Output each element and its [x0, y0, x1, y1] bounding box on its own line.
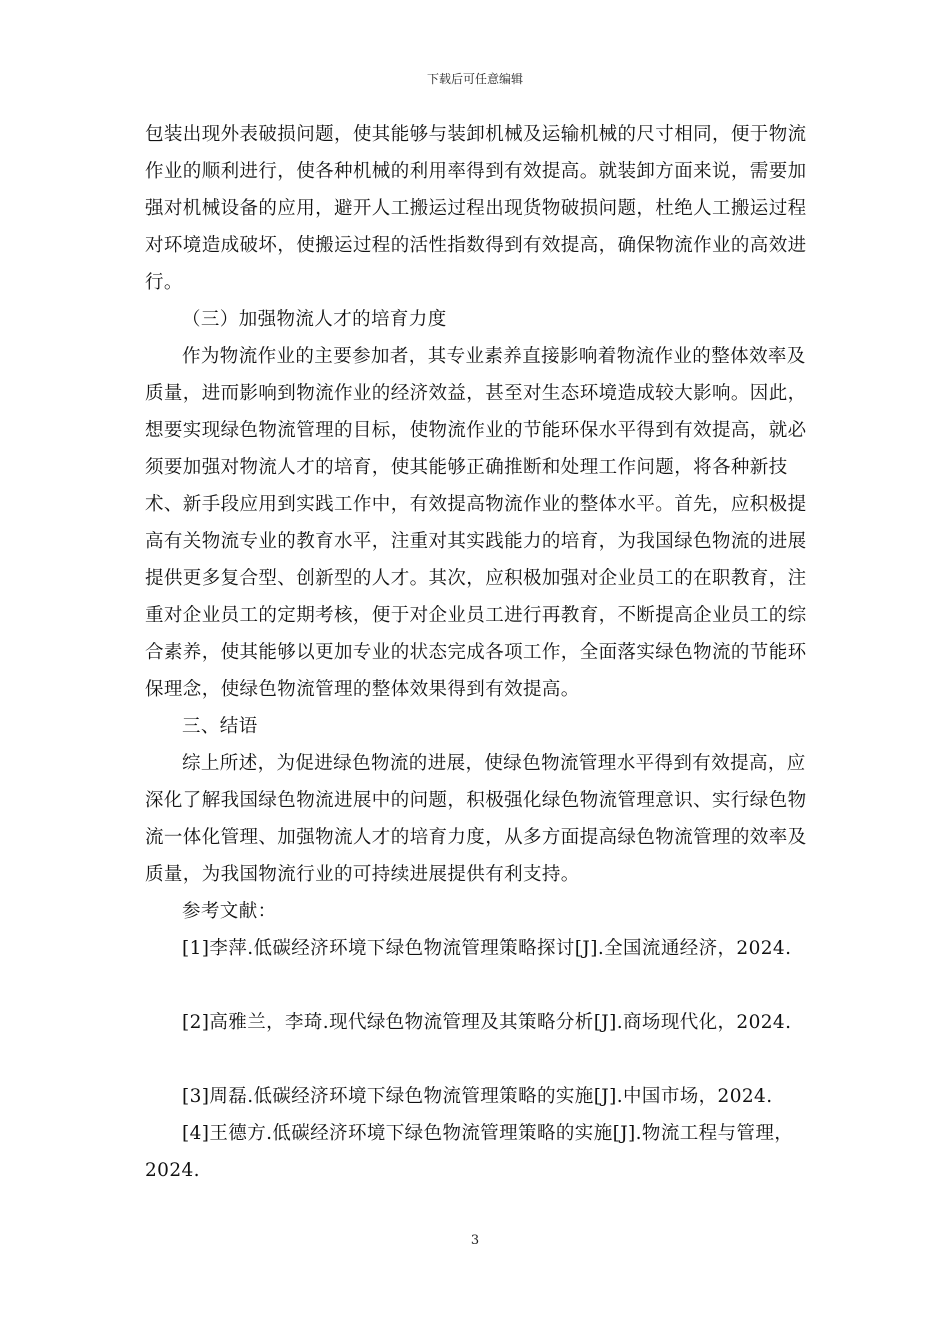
- subsection-heading: （三）加强物流人才的培育力度: [182, 309, 447, 330]
- section-heading-conclusion: 三、结语: [182, 716, 258, 737]
- paragraph-conclusion: 综上所述，为促进绿色物流的进展，使绿色物流管理水平得到有效提高，应深化了解我国绿色物流进展中的问题，积极强化绿色物流管理意识、实行绿色物流一体化管理、加强物流人才的培育力度，从多方面提高绿色物流管理的效率及质量，为我国物流行业的可持续进展提供有利支持。: [145, 753, 807, 885]
- paragraph-continuation: 包装出现外表破损问题，使其能够与装卸机械及运输机械的尺寸相同，便于物流作业的顺利进行，使各种机械的利用率得到有效提高。就装卸方面来说，需要加强对机械设备的应用，避开人工搬运过程出现货物破损问题，杜绝人工搬运过程对环境造成破坏，使搬运过程的活性指数得到有效提高，确保物流作业的高效进行。: [145, 124, 807, 293]
- reference-item: [1]李萍.低碳经济环境下绿色物流管理策略探讨[J].全国流通经济，2024.: [182, 938, 792, 959]
- document-body: [145, 116, 810, 1189]
- paragraph-talent-training: 作为物流作业的主要参加者，其专业素养直接影响着物流作业的整体效率及质量，进而影响到物流作业的经济效益，甚至对生态环境造成较大影响。因此，想要实现绿色物流管理的目标，使物流作业的节能环保水平得到有效提高，就必须要加强对物流人才的培育，使其能够正确推断和处理工作问题，将各种新技术、新手段应用到实践工作中，有效提高物流作业的整体水平。首先，应积极提高有关物流专业的教育水平，注重对其实践能力的培育，为我国绿色物流的进展提供更多复合型、创新型的人才。其次，应积极加强对企业员工的在职教育，注重对企业员工的定期考核，便于对企业员工进行再教育，不断提高企业员工的综合素养，使其能够以更加专业的状态完成各项工作，全面落实绿色物流的节能环保理念，使绿色物流管理的整体效果得到有效提高。: [145, 346, 807, 700]
- page-header: 下载后可任意编辑: [426, 72, 523, 86]
- reference-item: [3]周磊.低碳经济环境下绿色物流管理策略的实施[J].中国市场，2024.: [182, 1086, 773, 1107]
- reference-item: [4]王德方.低碳经济环境下绿色物流管理策略的实施[J].物流工程与管理，2024.: [145, 1123, 794, 1181]
- references-title: 参考文献：: [182, 901, 277, 922]
- reference-item: [2]高雅兰，李琦.现代绿色物流管理及其策略分析[J].商场现代化，2024.: [182, 1012, 792, 1033]
- page-number: 3: [470, 1233, 480, 1248]
